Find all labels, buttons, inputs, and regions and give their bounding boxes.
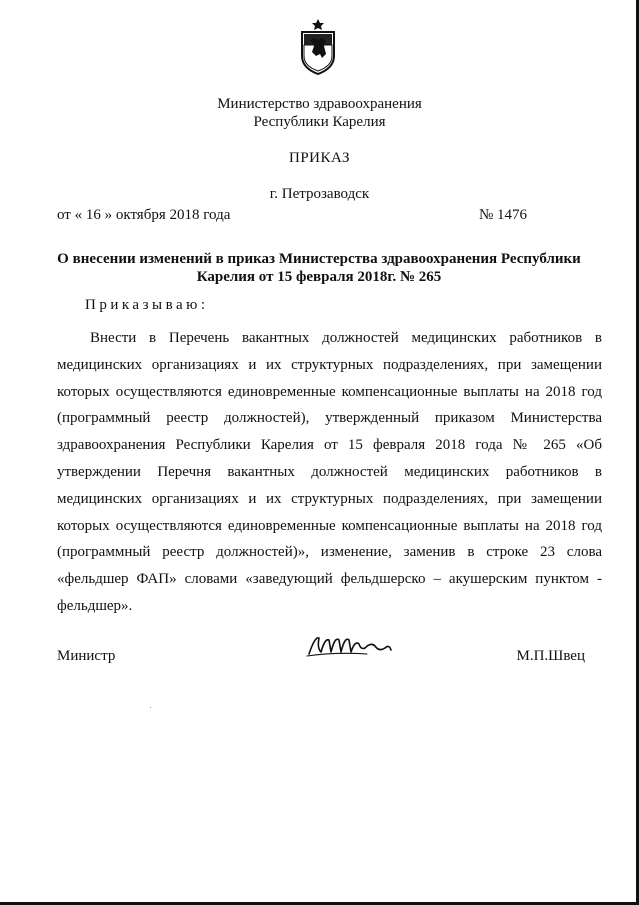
ministry-name-line2: Республики Карелия <box>253 114 386 130</box>
body-line: которых осуществляются единовременные компенсационные выплаты на 2018 год <box>57 517 602 534</box>
body-line: Внести в Перечень вакантных должностей медицинских работников в <box>90 330 602 346</box>
signatory-name: М.П.Швец <box>516 648 585 664</box>
signatory-position: Министр <box>57 648 116 664</box>
document-number: № 1476 <box>478 207 527 223</box>
coat-of-arms-icon <box>298 18 338 76</box>
document-type: ПРИКАЗ <box>289 150 350 166</box>
body-line: (программный реестр должностей), утвержденный приказом Министерства <box>57 410 602 427</box>
subject-line: О внесении изменений в приказ Министерства здравоохранения Республики <box>57 251 581 267</box>
ministry-name-line1: Министерство здравоохранения <box>217 96 422 112</box>
scan-speck <box>150 707 151 708</box>
body-line: утверждении Перечня вакантных должностей медицинских работников в <box>57 463 602 480</box>
order-intro: Приказываю: <box>85 297 209 313</box>
body-line: здравоохранения Республики Карелия от 15 февраля 2018 года № 265 «Об <box>57 437 602 454</box>
subject-line: Карелия от 15 февраля 2018г. № 265 <box>196 269 442 285</box>
handwritten-signature <box>305 630 395 660</box>
order-body <box>57 325 602 620</box>
date-number-line <box>57 207 527 224</box>
document-subject <box>40 250 598 286</box>
document-city: г. Петрозаводск <box>269 186 370 202</box>
body-line: «фельдшер ФАП» словами «заведующий фельдшерско – акушерским пунктом - <box>57 571 602 588</box>
body-line: которых осуществляются единовременные компенсационные выплаты на 2018 год <box>57 383 602 400</box>
document-date: от « 16 » октября 2018 года <box>57 207 231 223</box>
body-line: медицинских организациях и их структурных подразделениях, при замещении <box>57 490 602 507</box>
body-line: медицинских организациях и их структурных подразделениях, при замещении <box>57 356 602 373</box>
body-line: фельдшер». <box>57 597 133 614</box>
body-line: (программный реестр должностей)», изменение, заменив в строке 23 слова <box>57 544 602 561</box>
